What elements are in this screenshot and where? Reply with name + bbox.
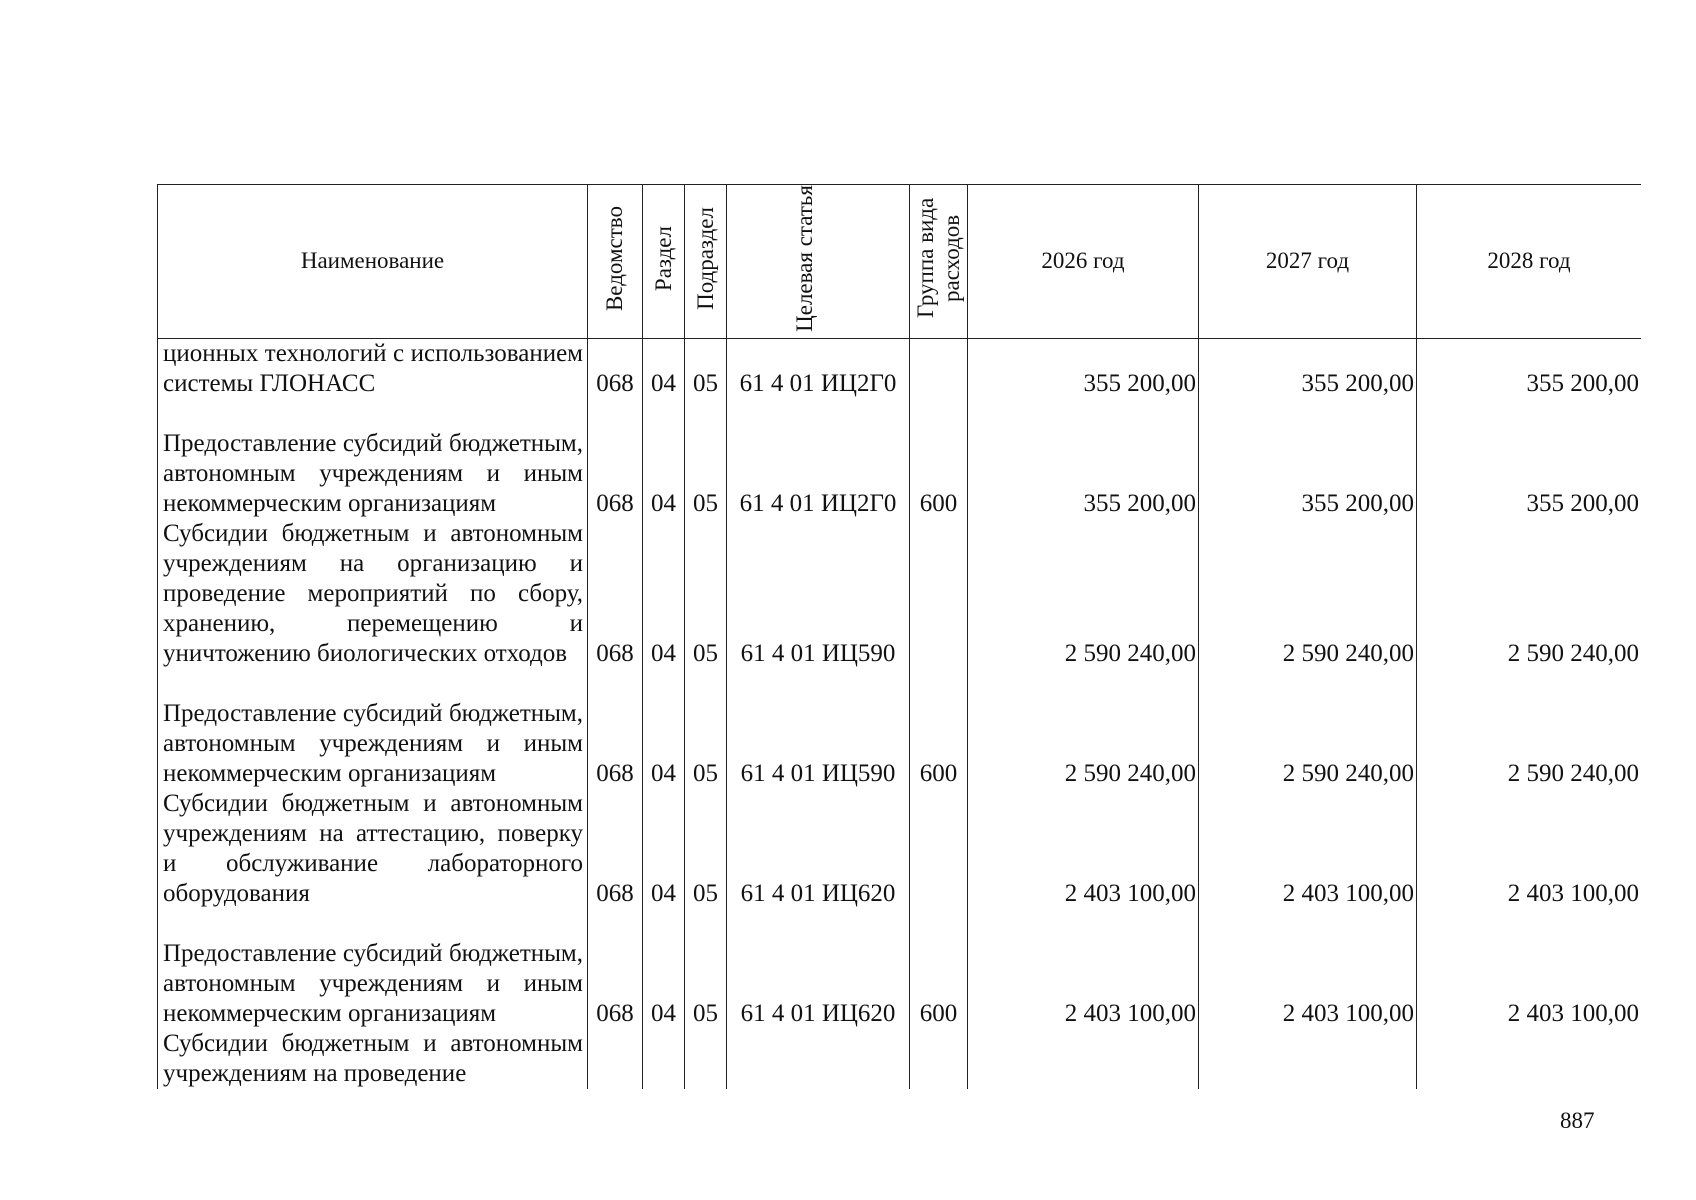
row-value-2026: 355 200,00: [968, 338, 1199, 399]
row-gruppa-vida: [910, 338, 968, 399]
page-number: 887: [1560, 1108, 1595, 1133]
header-razdel: [643, 185, 685, 339]
row-gruppa-vida: 600: [910, 669, 968, 789]
header-razdel-label: Раздел: [650, 225, 676, 291]
row-vedomstvo: 068: [588, 338, 643, 399]
header-celevaya-statya-label: Целевая статья: [792, 185, 817, 332]
row-razdel: 04: [643, 789, 685, 909]
row-celevaya-statya: 61 4 01 ИЦ590: [727, 519, 910, 669]
row-value-2028: [1417, 1029, 1642, 1089]
header-year-2028-label: 2028 год: [1487, 248, 1571, 274]
row-razdel: 04: [643, 669, 685, 789]
row-value-2026: 2 590 240,00: [968, 519, 1199, 669]
row-value-2026: 2 403 100,00: [968, 789, 1199, 909]
row-podrazdel: [685, 1029, 727, 1089]
header-year-2026: [968, 185, 1199, 339]
table-row: [158, 1029, 1642, 1089]
row-value-2027: 2 590 240,00: [1199, 669, 1417, 789]
row-name: Субсидии бюджетным и автономным учреждениям на организацию и проведение мероприятий по сбору, хранению, перемещению и уничтожению биологических отходов: [158, 519, 588, 669]
row-value-2027: 355 200,00: [1199, 338, 1417, 399]
header-year-2027-label: 2027 год: [1265, 248, 1350, 274]
table-row: [158, 338, 1642, 399]
row-value-2026: 2 403 100,00: [968, 909, 1199, 1029]
table-row: [158, 669, 1642, 789]
row-value-2026: 355 200,00: [968, 399, 1199, 519]
row-podrazdel: 05: [685, 669, 727, 789]
row-name: Предоставление субсидий бюджетным, автономным учреждениям и иным некоммерческим организациям: [158, 399, 588, 519]
row-celevaya-statya: 61 4 01 ИЦ2Г0: [727, 399, 910, 519]
row-value-2027: 355 200,00: [1199, 399, 1417, 519]
table-row: [158, 399, 1642, 519]
row-value-2027: 2 590 240,00: [1199, 519, 1417, 669]
row-podrazdel: 05: [685, 789, 727, 909]
row-celevaya-statya: 61 4 01 ИЦ2Г0: [727, 338, 910, 399]
row-celevaya-statya: 61 4 01 ИЦ620: [727, 789, 910, 909]
row-razdel: 04: [643, 519, 685, 669]
header-celevaya-statya: [727, 185, 910, 339]
table-row: [158, 789, 1642, 909]
row-vedomstvo: 068: [588, 909, 643, 1029]
row-gruppa-vida: [910, 519, 968, 669]
row-value-2027: 2 403 100,00: [1199, 909, 1417, 1029]
row-value-2027: 2 403 100,00: [1199, 789, 1417, 909]
row-razdel: 04: [643, 399, 685, 519]
row-value-2028: 2 590 240,00: [1417, 669, 1642, 789]
row-podrazdel: 05: [685, 338, 727, 399]
header-gruppa-vida-label: Группа вида расходов: [912, 198, 964, 319]
row-gruppa-vida: [910, 789, 968, 909]
row-gruppa-vida: [910, 1029, 968, 1089]
row-razdel: [643, 1029, 685, 1089]
header-vedomstvo-label: Ведомство: [602, 205, 627, 311]
row-name: Предоставление субсидий бюджетным, автономным учреждениям и иным некоммерческим организациям: [158, 909, 588, 1029]
row-value-2028: 2 403 100,00: [1417, 909, 1642, 1029]
header-name-label: Наименование: [300, 248, 445, 274]
row-name: ционных технологий с использованием системы ГЛОНАСС: [158, 338, 588, 399]
row-value-2028: 355 200,00: [1417, 338, 1642, 399]
header-podrazdel: [685, 185, 727, 339]
row-celevaya-statya: [727, 1029, 910, 1089]
row-name: Субсидии бюджетным и автономным учреждениям на аттестацию, поверку и обслуживание лабораторного оборудования: [158, 789, 588, 909]
row-name: Предоставление субсидий бюджетным, автономным учреждениям и иным некоммерческим организациям: [158, 669, 588, 789]
header-vedomstvo: [588, 185, 643, 339]
header-year-2028: [1417, 185, 1642, 339]
row-value-2028: 2 590 240,00: [1417, 519, 1642, 669]
row-vedomstvo: 068: [588, 399, 643, 519]
row-vedomstvo: [588, 1029, 643, 1089]
table-header-row: [158, 185, 1642, 339]
row-podrazdel: 05: [685, 399, 727, 519]
header-name: [158, 185, 588, 339]
row-value-2028: 2 403 100,00: [1417, 789, 1642, 909]
header-podrazdel-label: Подраздел: [692, 206, 718, 310]
row-vedomstvo: 068: [588, 519, 643, 669]
row-value-2026: 2 590 240,00: [968, 669, 1199, 789]
row-value-2027: [1199, 1029, 1417, 1089]
header-year-2026-label: 2026 год: [1041, 248, 1125, 274]
table-row: [158, 909, 1642, 1029]
row-vedomstvo: 068: [588, 669, 643, 789]
row-celevaya-statya: 61 4 01 ИЦ590: [727, 669, 910, 789]
header-gruppa-vida: [910, 185, 968, 339]
row-value-2028: 355 200,00: [1417, 399, 1642, 519]
row-podrazdel: 05: [685, 909, 727, 1029]
budget-table: [157, 184, 1641, 1089]
table-row: [158, 519, 1642, 669]
row-podrazdel: 05: [685, 519, 727, 669]
row-vedomstvo: 068: [588, 789, 643, 909]
row-name: Субсидии бюджетным и автономным учреждениям на проведение: [158, 1029, 588, 1089]
row-gruppa-vida: 600: [910, 909, 968, 1029]
row-razdel: 04: [643, 909, 685, 1029]
row-razdel: 04: [643, 338, 685, 399]
row-celevaya-statya: 61 4 01 ИЦ620: [727, 909, 910, 1029]
row-gruppa-vida: 600: [910, 399, 968, 519]
row-value-2026: [968, 1029, 1199, 1089]
header-year-2027: [1199, 185, 1417, 339]
budget-table-container: [157, 184, 1641, 1089]
